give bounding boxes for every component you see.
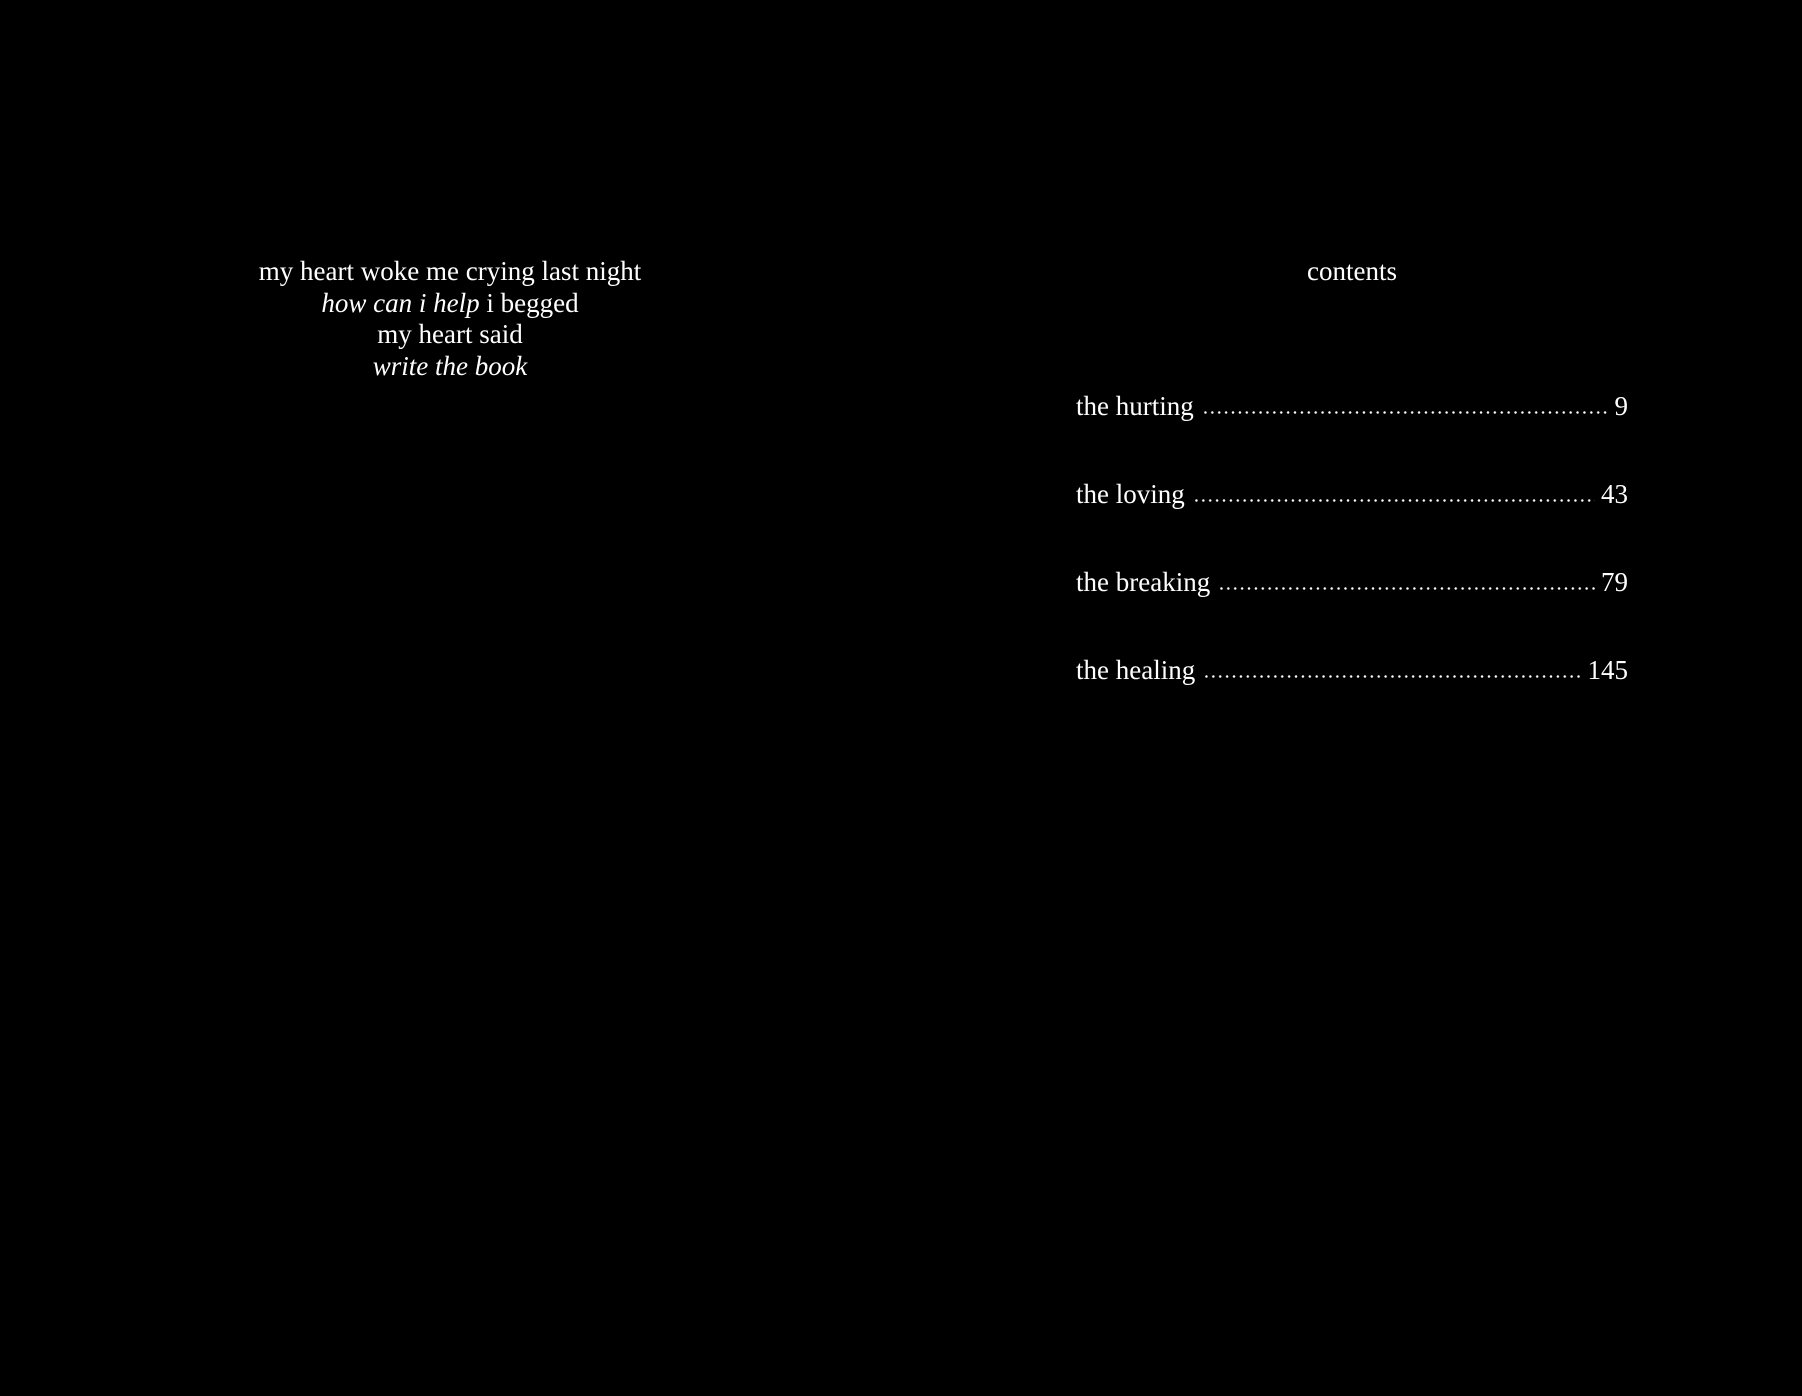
toc-entry (1076, 478, 1628, 566)
toc-entry-label: the healing (1076, 655, 1196, 685)
toc-entry (1076, 654, 1628, 742)
poem-line (150, 319, 750, 351)
poem-line (150, 351, 750, 383)
table-of-contents (1076, 390, 1628, 742)
toc-entry (1076, 566, 1628, 654)
toc-dot-leader (1202, 411, 1608, 414)
toc-entry-page: 43 (1601, 479, 1628, 509)
toc-entry-label: the hurting (1076, 391, 1194, 421)
poem-line (150, 256, 750, 288)
toc-dot-leader (1218, 587, 1595, 590)
toc-entry-page: 145 (1587, 655, 1628, 685)
toc-entry-page: 9 (1614, 391, 1628, 421)
toc-entry-label: the loving (1076, 479, 1185, 509)
poem-line-text: my heart said (377, 319, 523, 349)
contents-heading: contents (1307, 256, 1397, 286)
poem-line (150, 288, 750, 320)
epigraph-poem (150, 256, 750, 382)
toc-dot-leader (1203, 675, 1581, 678)
toc-entry-label: the breaking (1076, 567, 1211, 597)
poem-line-text-italic: how can i help (321, 287, 480, 318)
toc-entry (1076, 390, 1628, 478)
toc-entry-page: 79 (1601, 567, 1628, 597)
poem-line-text-italic: write the book (372, 350, 528, 381)
poem-line-text: my heart woke me crying last night (258, 256, 642, 286)
poem-line-text: i begged (479, 287, 579, 318)
toc-dot-leader (1193, 499, 1595, 502)
